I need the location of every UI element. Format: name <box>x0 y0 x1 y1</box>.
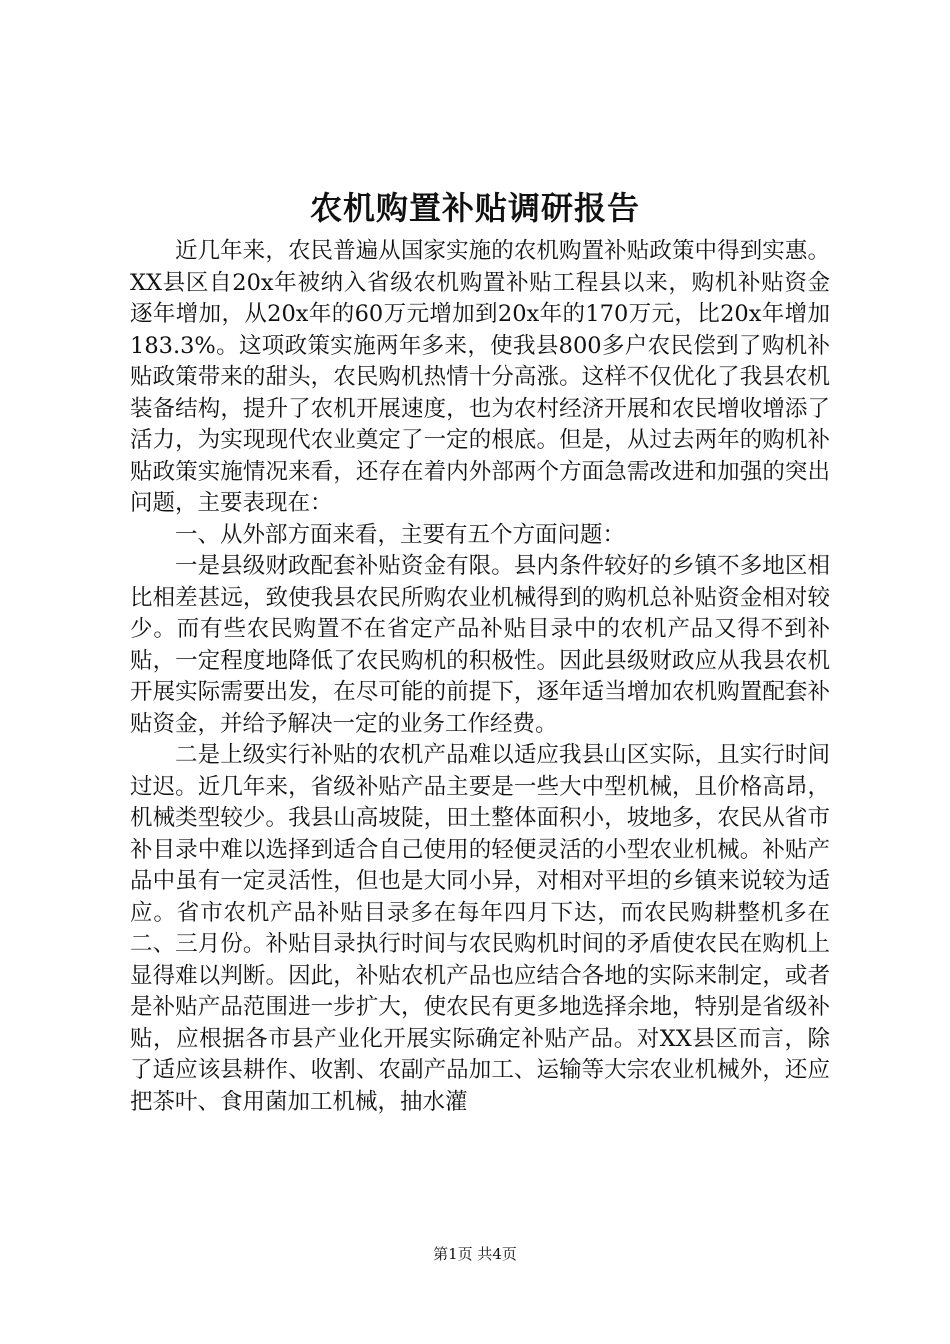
document-title: 农机购置补贴调研报告 <box>309 189 640 227</box>
paragraph-section-heading: 一、从外部方面来看，主要有五个方面问题： <box>175 521 626 548</box>
paragraph-issue-one: 一是县级财政配套补贴资金有限。县内条件较好的乡镇不多地区相比相差甚远，致使我县农民所购农业机械得到的购机总补贴资金相对较少。而有些农民购置不在省定产品补贴目录中的农机产品又得不到补贴，一定程度地降低了农民购机的积极性。因此县级财政应从我县农机开展实际需要出发，在尽可能的前提下，逐年适当增加农机购置配套补贴资金，并给予解决一定的业务工作经费。 <box>130 553 830 737</box>
page-number-footer: 第1页 共4页 <box>433 1245 517 1263</box>
document-body <box>130 236 830 1118</box>
paragraph-issue-two: 二是上级实行补贴的农机产品难以适应我县山区实际，且实行时间过迟。近几年来，省级补贴产品主要是一些大中型机械，且价格高昂，机械类型较少。我县山高坡陡，田土整体面积小，坡地多，农民从省市补目录中难以选择到适合自己使用的轻便灵活的小型农业机械。补贴产品中虽有一定灵活性，但也是大同小异，对相对平坦的乡镇来说较为适应。省市农机产品补贴目录多在每年四月下达，而农民购耕整机多在二、三月份。补贴目录执行时间与农民购机时间的矛盾使农民在购机上显得难以判断。因此，补贴农机产品也应结合各地的实际来制定，或者是补贴产品范围进一步扩大，使农民有更多地选择余地，特别是省级补贴，应根据各市县产业化开展实际确定补贴产品。对XX县区而言，除了适应该县耕作、收割、农副产品加工、运输等大宗农业机械外，还应把茶叶、食用菌加工机械，抽水灌 <box>130 742 830 1115</box>
paragraph-intro: 近几年来，农民普遍从国家实施的农机购置补贴政策中得到实惠。XX县区自20x年被纳入省级农机购置补贴工程县以来，购机补贴资金逐年增加，从20x年的60万元增加到20x年的170万元，比20x年增加183.3%。这项政策实施两年多来，使我县800多户农民偿到了购机补贴政策带来的甜头，农民购机热情十分高涨。这样不仅优化了我县农机装备结构，提升了农机开展速度，也为农村经济开展和农民增收增添了活力，为实现现代农业奠定了一定的根底。但是，从过去两年的购机补贴政策实施情况来看，还存在着内外部两个方面急需改进和加强的突出问题，主要表现在： <box>130 238 830 516</box>
